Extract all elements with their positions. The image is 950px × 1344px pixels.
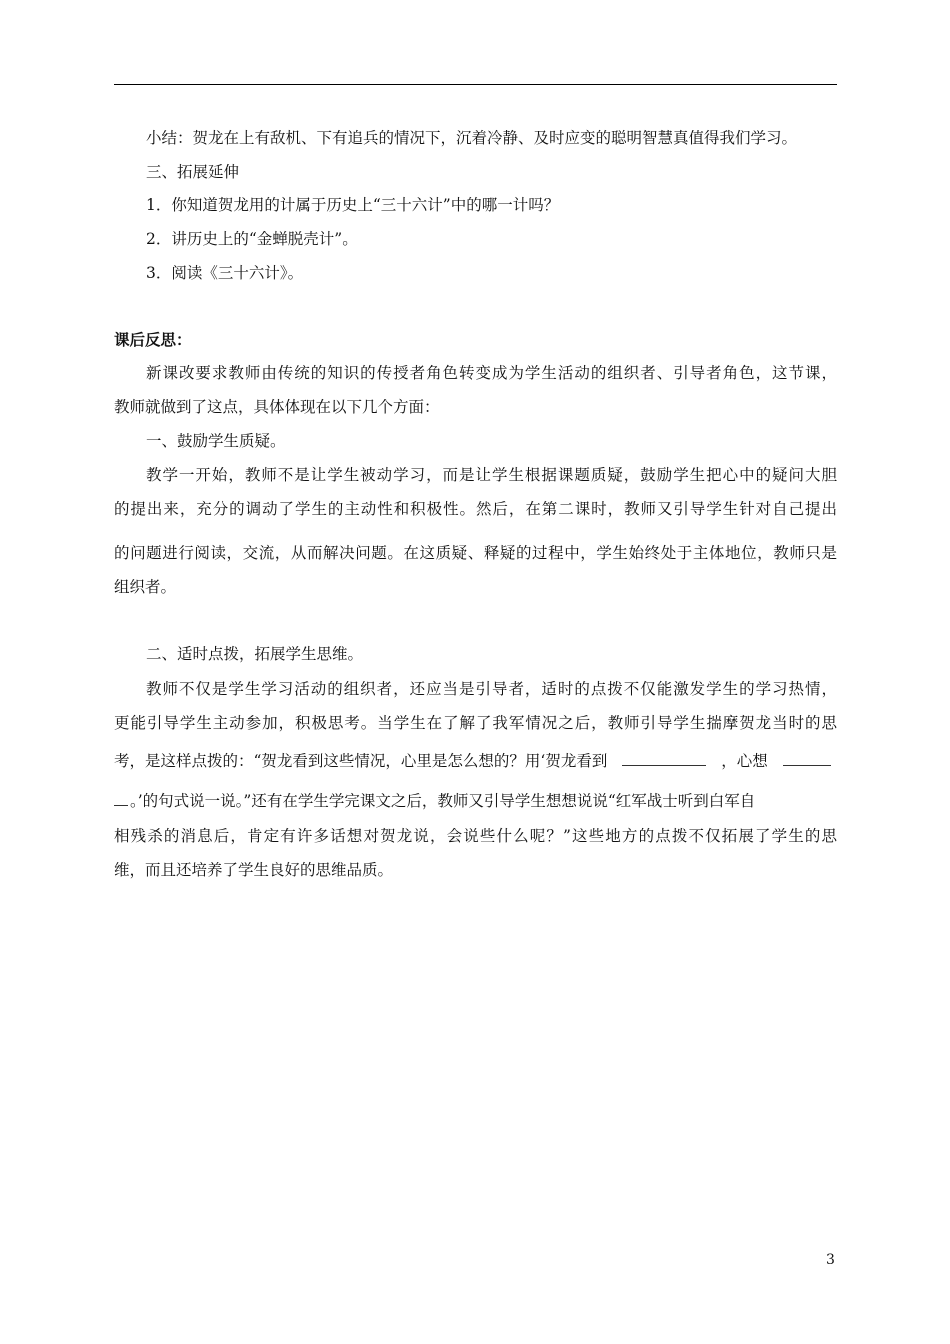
point2-line-4-text: 。’的句式说一说。”还有在学生学完课文之后，教师又引导学生想想说说“红军战士听到白军自	[130, 792, 756, 810]
fill-blank-2-end	[114, 791, 128, 806]
section-extension-title: 三、拓展延伸	[146, 163, 240, 181]
point1-line-4: 组织者。	[114, 578, 177, 596]
point2-line-1: 教师不仅是学生学习活动的组织者，还应当是引导者，适时的点拨不仅能激发学生的学习热情，	[146, 680, 837, 698]
point2-line-3	[114, 751, 837, 771]
extension-item-2: 2．讲历史上的“金蝉脱壳计”。	[146, 230, 358, 248]
point1-line-1: 教学一开始，教师不是让学生被动学习，而是让学生根据课题质疑，鼓励学生把心中的疑问大胆	[146, 466, 837, 484]
point2-line-4	[114, 791, 837, 811]
point2-line-6: 维，而且还培养了学生良好的思维品质。	[114, 861, 394, 879]
fill-blank-1	[622, 751, 706, 766]
point2-line-3-text-b: ，心想	[721, 752, 768, 770]
point2-line-5: 相残杀的消息后，肯定有许多话想对贺龙说，会说些什么呢？”这些地方的点拨不仅拓展了学生的思	[114, 827, 837, 845]
point2-line-2: 更能引导学生主动参加，积极思考。当学生在了解了我军情况之后，教师引导学生揣摩贺龙当时的思	[114, 714, 837, 732]
point1-line-3: 的问题进行阅读，交流，从而解决问题。在这质疑、释疑的过程中，学生始终处于主体地位，教师只是	[114, 544, 837, 562]
fill-blank-2-start	[783, 751, 831, 766]
summary-line: 小结：贺龙在上有敌机、下有追兵的情况下，沉着冷静、及时应变的聪明智慧真值得我们学习。	[146, 129, 798, 147]
reflection-heading: 课后反思：	[114, 330, 192, 349]
header-rule	[114, 84, 837, 85]
point2-line-3-text-a: 考，是这样点拨的：“贺龙看到这些情况，心里是怎么想的？用‘贺龙看到	[114, 752, 608, 770]
intro-line-2: 教师就做到了这点，具体体现在以下几个方面：	[114, 398, 440, 416]
point2-title: 二、适时点拨，拓展学生思维。	[146, 645, 364, 663]
point1-line-2: 的提出来，充分的调动了学生的主动性和积极性。然后，在第二课时，教师又引导学生针对自己提出	[114, 500, 837, 518]
extension-item-1: 1．你知道贺龙用的计属于历史上“三十六计”中的哪一计吗？	[146, 196, 560, 214]
point1-title: 一、鼓励学生质疑。	[146, 432, 286, 450]
extension-item-3: 3．阅读《三十六计》。	[146, 264, 304, 282]
page-number: 3	[826, 1252, 835, 1268]
intro-line-1: 新课改要求教师由传统的知识的传授者角色转变成为学生活动的组织者、引导者角色，这节课，	[146, 364, 837, 382]
